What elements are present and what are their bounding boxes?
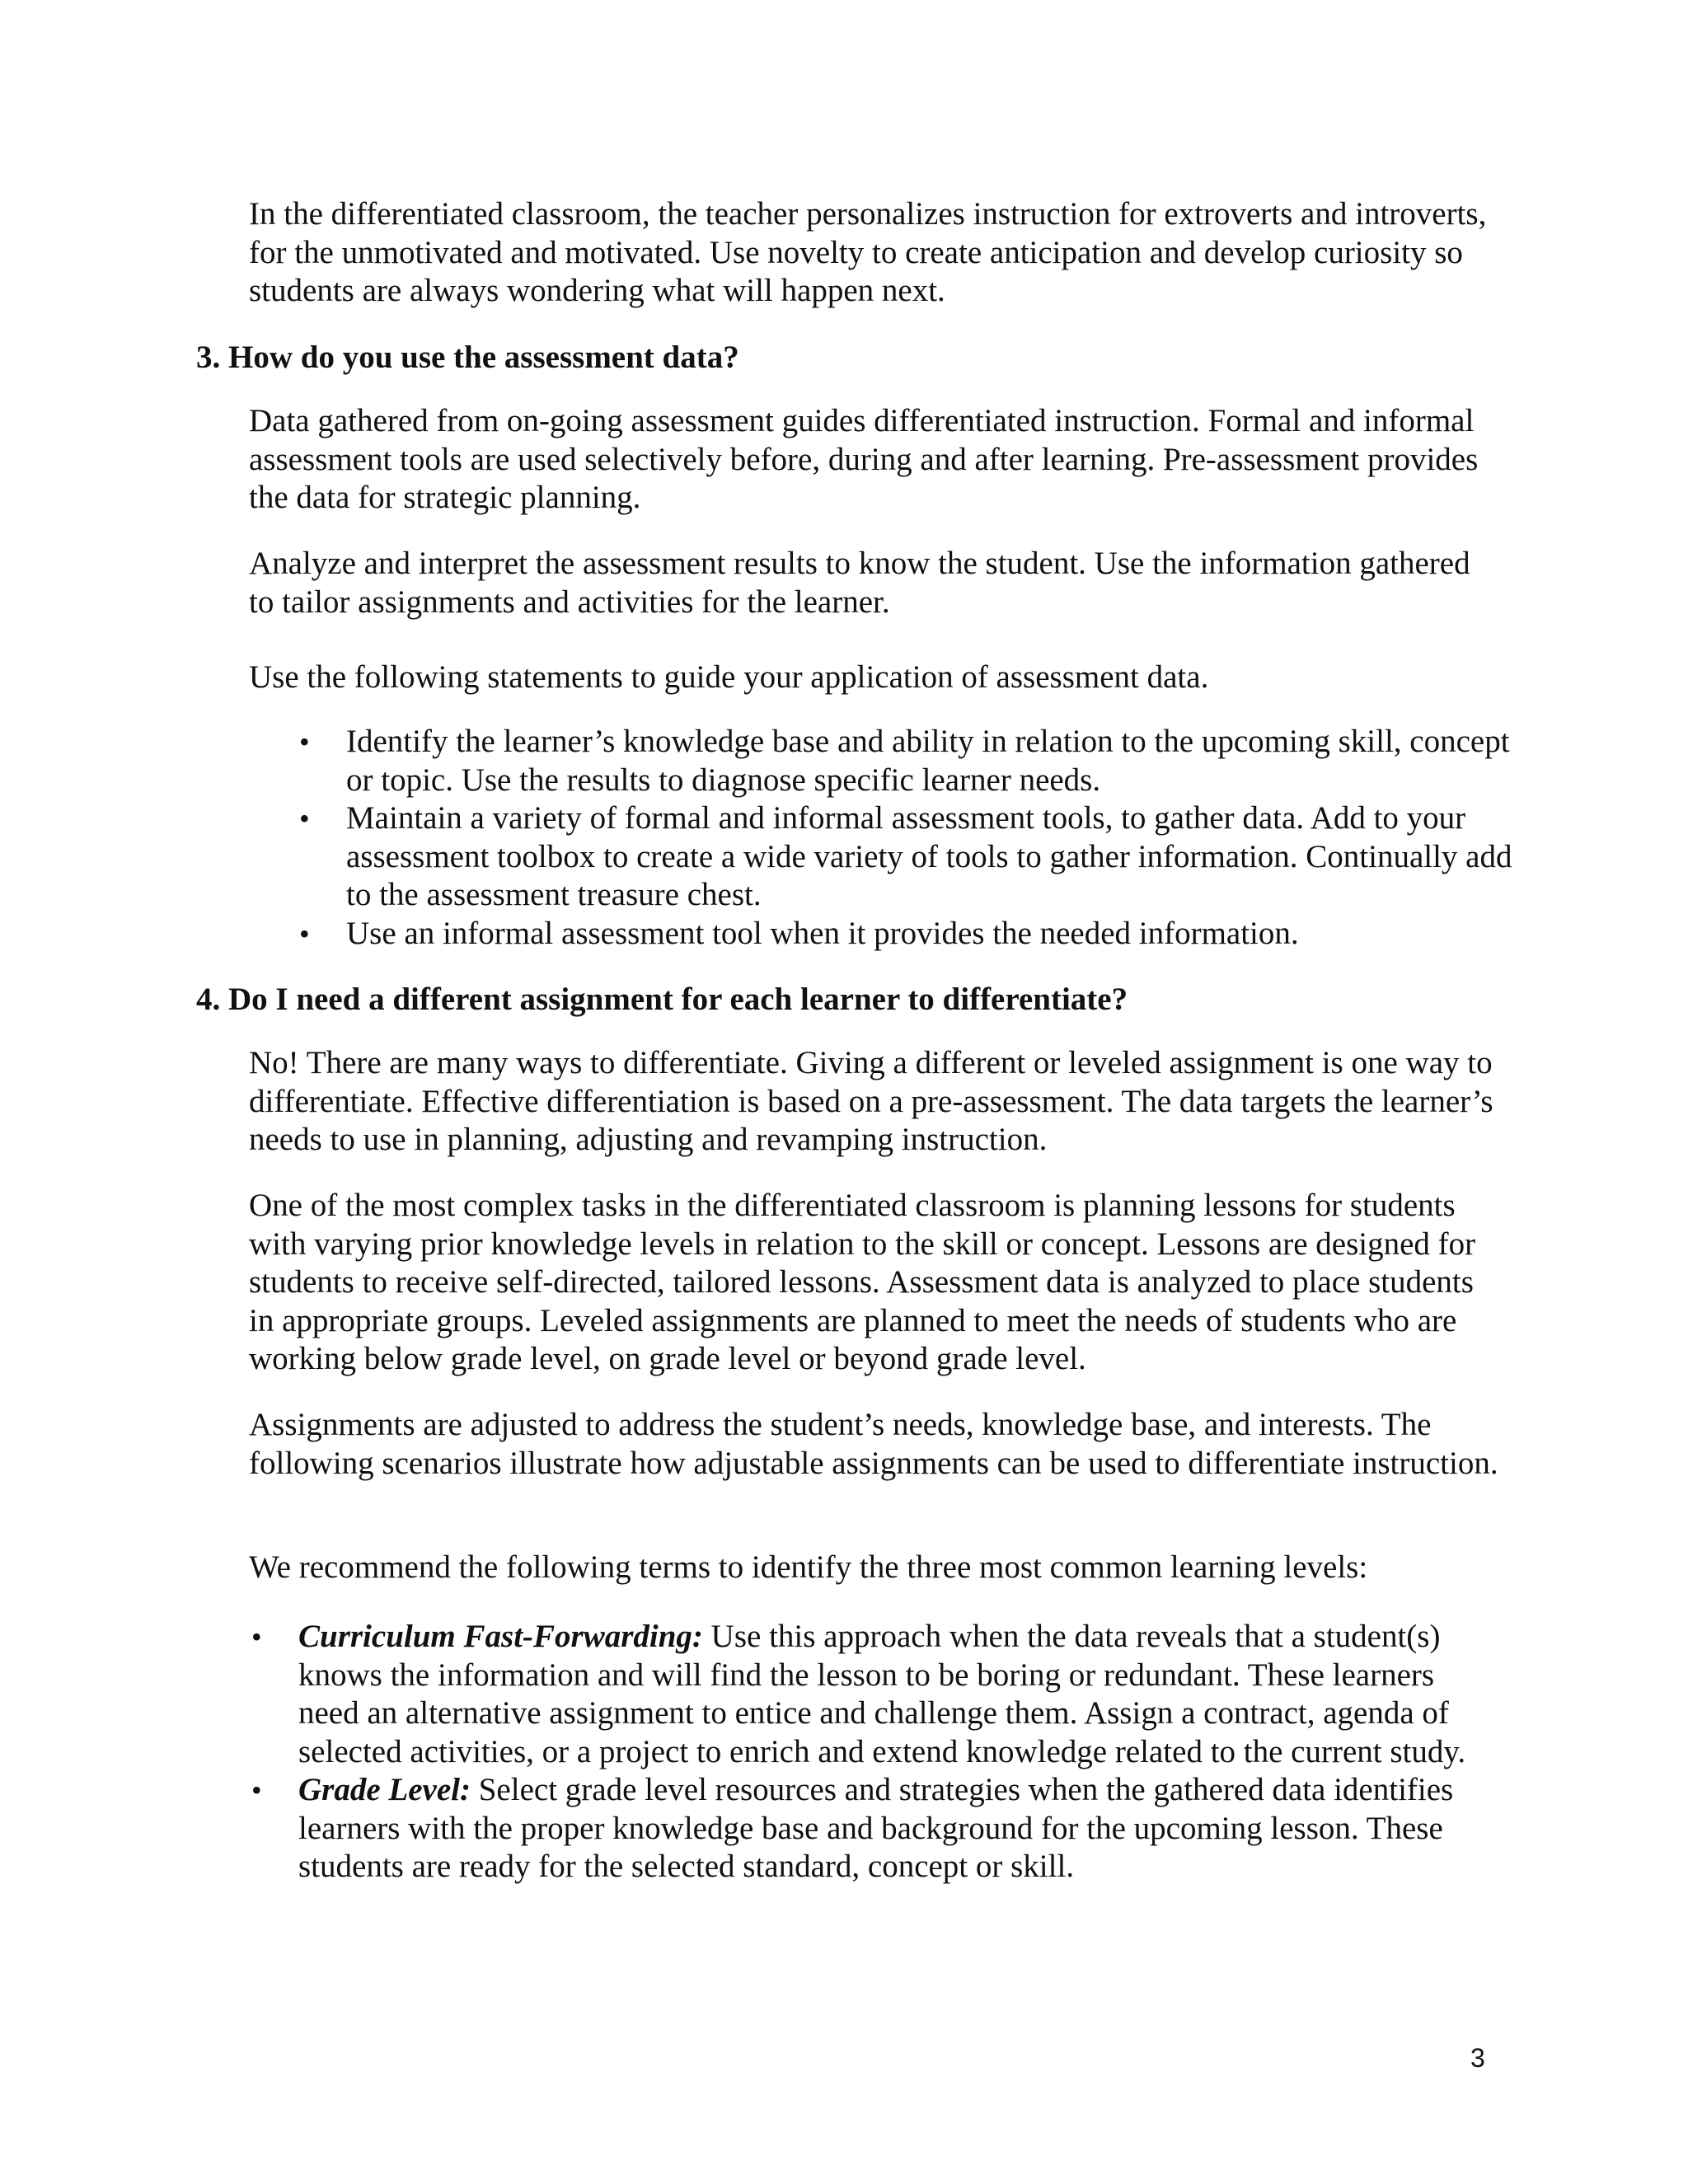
bullet-icon: • bbox=[251, 1620, 262, 1653]
term-label: Grade Level: bbox=[298, 1772, 471, 1807]
bullet-icon: • bbox=[251, 1774, 262, 1807]
assessment-bullet-list bbox=[299, 723, 1533, 953]
term-label: Curriculum Fast-Forwarding: bbox=[298, 1619, 703, 1654]
list-item-text: Identify the learner’s knowledge base and ability in relation to the upcoming skill, concept or topic. Use the results to diagnose specific learner needs. bbox=[346, 724, 1510, 798]
recommend-paragraph: We recommend the following terms to identify the three most common learning levels: bbox=[249, 1549, 1368, 1585]
list-item bbox=[251, 1618, 1502, 1771]
list-item bbox=[251, 1771, 1502, 1886]
list-item bbox=[299, 915, 1533, 954]
data-gathered-paragraph: Data gathered from on-going assessment guides differentiated instruction. Formal and informal assessment tools are used selectively before, during and after learning. Pre-assessment provides the data for strategic planning. bbox=[249, 403, 1479, 515]
no-many-ways-paragraph: No! There are many ways to differentiate. Giving a different or leveled assignment is one way to differentiate. Effective differentiation is based on a pre-assessment. The data targets the learner’s needs to use in planning, adjusting and revamping instruction. bbox=[249, 1045, 1493, 1157]
list-item-text: Select grade level resources and strategies when the gathered data identifies learners with the proper knowledge base and background for the upcoming lesson. These students are ready for the selected standard, concept or skill. bbox=[298, 1772, 1454, 1884]
intro-paragraph: In the differentiated classroom, the teacher personalizes instruction for extroverts and introverts, for the unmotivated and motivated. Use novelty to create anticipation and develop curiosity so students are always wondering what will happen next. bbox=[249, 196, 1487, 308]
list-item bbox=[299, 723, 1533, 799]
learning-levels-list bbox=[251, 1618, 1502, 1886]
page-number: 3 bbox=[1470, 2043, 1485, 2073]
list-item-text: Maintain a variety of formal and informal assessment tools, to gather data. Add to your assessment toolbox to create a wide variety of tools to gather information. Continually add to the assessment treasure chest. bbox=[346, 800, 1512, 912]
bullet-icon: • bbox=[299, 802, 310, 835]
adjusted-paragraph: Assignments are adjusted to address the student’s needs, knowledge base, and interests. The following scenarios illustrate how adjustable assignments can be used to differentiate instruction. bbox=[249, 1407, 1498, 1481]
heading-question-4: 4. Do I need a different assignment for each learner to differentiate? bbox=[196, 982, 1128, 1017]
list-item-text: Use this approach when the data reveals that a student(s) knows the information and will find the lesson to be boring or redundant. These learners need an alternative assignment to entice and challenge them. Assign a contract, agenda of selected activities, or a project to enrich and extend knowledge related to the current study. bbox=[298, 1619, 1466, 1769]
bullet-icon: • bbox=[299, 725, 310, 758]
heading-question-3: 3. How do you use the assessment data? bbox=[196, 340, 739, 375]
analyze-paragraph: Analyze and interpret the assessment results to know the student. Use the information gathered to tailor assignments and activities for the learner. bbox=[249, 546, 1470, 620]
complex-tasks-paragraph: One of the most complex tasks in the differentiated classroom is planning lessons for students with varying prior knowledge levels in relation to the skill or concept. Lessons are designed for students to receive self-directed, tailored lessons. Assessment data is analyzed to place students in appropriate groups. Leveled assignments are planned to meet the needs of students who are working below grade level, on grade level or beyond grade level. bbox=[249, 1188, 1476, 1376]
list-item bbox=[299, 799, 1533, 915]
bullet-icon: • bbox=[299, 916, 310, 950]
use-following-paragraph: Use the following statements to guide your application of assessment data. bbox=[249, 659, 1209, 695]
list-item-text: Use an informal assessment tool when it provides the needed information. bbox=[346, 915, 1299, 951]
